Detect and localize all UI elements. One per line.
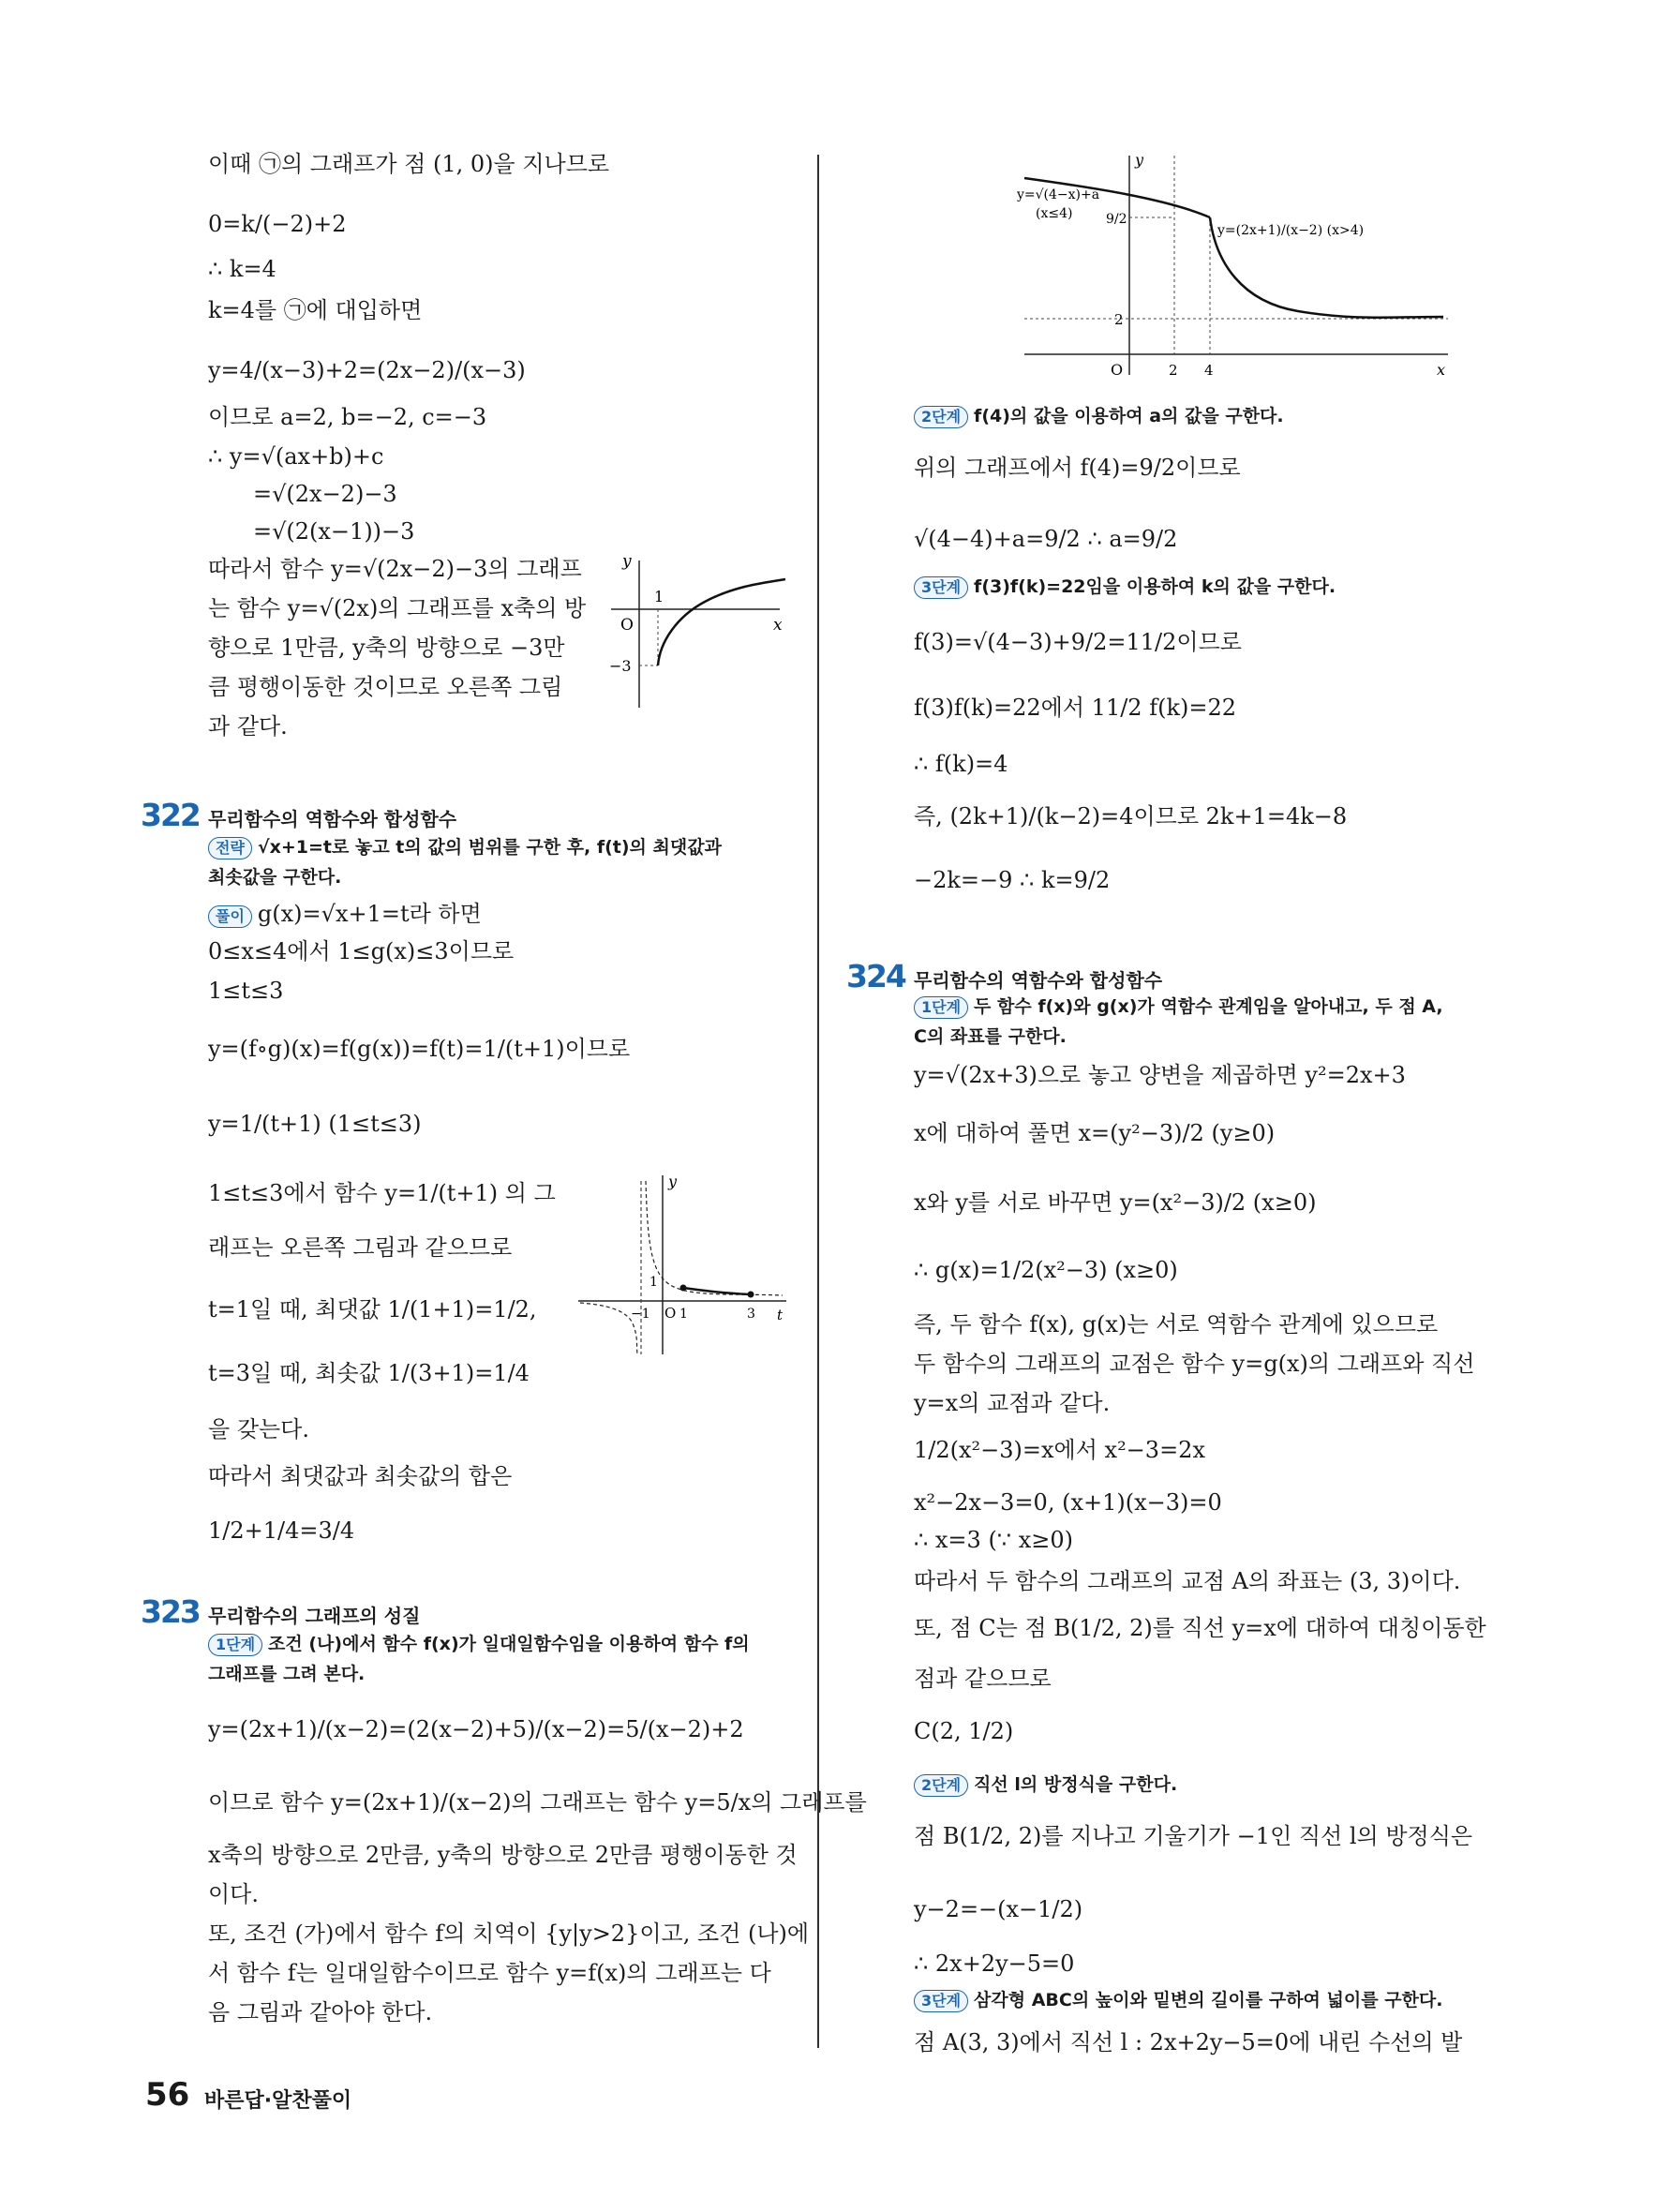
text-line: ∴ y=√(ax+b)+c	[208, 443, 384, 470]
step-text: 그래프를 그려 본다.	[208, 1664, 366, 1684]
step-text: C의 좌표를 구한다.	[914, 1026, 1067, 1047]
axis-label-t: t	[777, 1307, 784, 1323]
text-line: x축의 방향으로 2만큼, y축의 방향으로 2만큼 평행이동한 것	[208, 1842, 798, 1868]
tick-label: 1	[679, 1307, 688, 1322]
text-line: 따라서 최댓값과 최솟값의 합은	[208, 1463, 513, 1489]
text-line: ∴ x=3 (∵ x≥0)	[914, 1527, 1073, 1553]
tick-label: 1	[654, 588, 664, 605]
text-line: y=1/(t+1) (1≤t≤3)	[208, 1111, 422, 1137]
text-line: 점 B(1/2, 2)를 지나고 기울기가 −1인 직선 l의 방정식은	[914, 1823, 1473, 1849]
step-text: 직선 l의 방정식을 구한다.	[974, 1774, 1178, 1795]
text-line: 이다.	[208, 1881, 259, 1907]
text-line: √(4−4)+a=9/2 ∴ a=9/2	[914, 526, 1178, 552]
problem-number: 322	[141, 797, 200, 833]
step-tag: 3단계	[914, 1990, 968, 2012]
tick-label: 2	[1114, 311, 1124, 328]
text-line: y=√(2x+3)으로 놓고 양변을 제곱하면 y²=2x+3	[914, 1062, 1406, 1088]
text-line: 을 갖는다.	[208, 1416, 309, 1442]
text-line: 이때 ㉠의 그래프가 점 (1, 0)을 지나므로	[208, 151, 610, 177]
text-line: ∴ 2x+2y−5=0	[914, 1950, 1075, 1977]
text-line: 래프는 오른쪽 그림과 같으므로	[208, 1234, 513, 1261]
strategy-text: 최솟값을 구한다.	[208, 867, 342, 888]
axis-label-y: y	[668, 1173, 678, 1190]
text-line: x와 y를 서로 바꾸면 y=(x²−3)/2 (x≥0)	[914, 1189, 1317, 1216]
text-line: 음 그림과 같아야 한다.	[208, 1999, 433, 2025]
text-line: 1≤t≤3에서 함수 y=1/(t+1) 의 그	[208, 1180, 556, 1206]
endpoint	[748, 1292, 754, 1298]
step-tag: 2단계	[914, 406, 968, 428]
origin-label: O	[664, 1305, 677, 1322]
step-text: 조건 (나)에서 함수 f(x)가 일대일함수임을 이용하여 함수 f의	[268, 1634, 750, 1654]
text-line: 이므로 함수 y=(2x+1)/(x−2)의 그래프는 함수 y=5/x의 그래프를	[208, 1789, 867, 1816]
problem-title: 무리함수의 역함수와 합성함수	[208, 808, 457, 830]
text-line: 따라서 함수 y=√(2x−2)−3의 그래프	[208, 556, 582, 582]
text-line: ∴ g(x)=1/2(x²−3) (x≥0)	[914, 1257, 1178, 1283]
text-line: 두 함수의 그래프의 교점은 함수 y=g(x)의 그래프와 직선	[914, 1351, 1475, 1377]
strategy-tag: 전략	[208, 837, 252, 859]
text-line: y=(f∘g)(x)=f(g(x))=f(t)=1/(t+1)이므로	[208, 1036, 631, 1062]
curve-label: y=√(4−x)+a	[1017, 187, 1100, 202]
text-line: y−2=−(x−1/2)	[914, 1896, 1083, 1922]
step-text: f(4)의 값을 이용하여 a의 값을 구한다.	[974, 406, 1284, 426]
reciprocal-graph-figure	[578, 1172, 789, 1359]
tick-label: −1	[631, 1307, 650, 1322]
curve-dashed	[646, 1181, 783, 1295]
text-line: x²−2x−3=0, (x+1)(x−3)=0	[914, 1489, 1222, 1516]
text-line: 점과 같으므로	[914, 1666, 1052, 1692]
page-number: 56	[145, 2076, 190, 2114]
text-line: 1≤t≤3	[208, 978, 284, 1004]
curve-condition: (x≤4)	[1036, 206, 1073, 221]
tick-label: 2	[1169, 362, 1178, 379]
text-line: 즉, 두 함수 f(x), g(x)는 서로 역함수 관계에 있으므로	[914, 1311, 1439, 1338]
tick-label: 3	[747, 1307, 755, 1322]
strategy-text: √x+1=t로 놓고 t의 값의 범위를 구한 후, f(t)의 최댓값과	[257, 837, 722, 858]
text-line: 또, 조건 (가)에서 함수 f의 치역이 {y|y>2}이고, 조건 (나)에	[208, 1921, 810, 1947]
text-line: 향으로 1만큼, y축의 방향으로 −3만	[208, 635, 565, 661]
text-line: f(3)f(k)=22에서 11/2 f(k)=22	[914, 695, 1237, 721]
text-line: 1/2+1/4=3/4	[208, 1517, 355, 1544]
text-line: 또, 점 C는 점 B(1/2, 2)를 직선 y=x에 대하여 대칭이동한	[914, 1615, 1486, 1641]
step-tag: 2단계	[914, 1774, 968, 1797]
problem-number: 323	[141, 1593, 200, 1630]
text-line: 위의 그래프에서 f(4)=9/2이므로	[914, 455, 1241, 481]
sqrt-graph-figure	[602, 553, 789, 712]
tick-label: 4	[1204, 362, 1214, 379]
text-line: x에 대하여 풀면 x=(y²−3)/2 (y≥0)	[914, 1120, 1276, 1146]
axis-label-x: x	[1437, 361, 1446, 379]
curve-solid	[683, 1288, 751, 1294]
tick-label: −3	[609, 657, 632, 675]
text-line: y=4/(x−3)+2=(2x−2)/(x−3)	[208, 357, 526, 383]
text-line: −2k=−9 ∴ k=9/2	[914, 867, 1111, 893]
text-line: 는 함수 y=√(2x)의 그래프를 x축의 방	[208, 595, 587, 621]
text-line: ∴ k=4	[208, 256, 276, 282]
step-text: 두 함수 f(x)와 g(x)가 역함수 관계임을 알아내고, 두 점 A,	[974, 996, 1443, 1017]
step-text: 삼각형 ABC의 높이와 밑변의 길이를 구하여 넓이를 구한다.	[974, 1990, 1443, 2010]
problem-title: 무리함수의 그래프의 성질	[208, 1605, 421, 1627]
tick-label: 9/2	[1106, 212, 1127, 227]
problem-number: 324	[846, 958, 905, 994]
text-line: 서 함수 f는 일대일함수이므로 함수 y=f(x)의 그래프는 다	[208, 1960, 771, 1986]
solution-tag: 풀이	[208, 905, 252, 928]
axis-label-x: x	[773, 616, 783, 635]
axis-label-y: y	[622, 553, 632, 571]
text-line: 이므로 a=2, b=−2, c=−3	[208, 404, 487, 430]
text-line: y=(2x+1)/(x−2)=(2(x−2)+5)/(x−2)=5/(x−2)+2	[208, 1716, 744, 1742]
column-divider	[817, 155, 819, 2048]
text-line: y=x의 교점과 같다.	[914, 1390, 1111, 1416]
text-line: 점 A(3, 3)에서 직선 l : 2x+2y−5=0에 내린 수선의 발	[914, 2029, 1463, 2055]
endpoint	[680, 1285, 687, 1292]
text-line: 0≤x≤4에서 1≤g(x)≤3이므로	[208, 938, 515, 964]
text-line: 과 같다.	[208, 713, 288, 740]
text-line: =√(2x−2)−3	[253, 481, 397, 507]
text-line: 큼 평행이동한 것이므로 오른쪽 그림	[208, 674, 563, 700]
piecewise-graph-figure	[1017, 150, 1485, 384]
text-line: t=3일 때, 최솟값 1/(3+1)=1/4	[208, 1360, 530, 1386]
text-line: f(3)=√(4−3)+9/2=11/2이므로	[914, 629, 1242, 655]
step-tag: 1단계	[208, 1634, 262, 1656]
problem-title: 무리함수의 역함수와 합성함수	[914, 969, 1163, 992]
text-line: 즉, (2k+1)/(k−2)=4이므로 2k+1=4k−8	[914, 803, 1348, 830]
text-line: 1/2(x²−3)=x에서 x²−3=2x	[914, 1437, 1205, 1463]
footer-title: 바른답·알찬풀이	[204, 2089, 352, 2113]
text-line: =√(2(x−1))−3	[253, 518, 415, 545]
origin-label: O	[1111, 361, 1124, 379]
text-line: 따라서 두 함수의 그래프의 교점 A의 좌표는 (3, 3)이다.	[914, 1568, 1461, 1594]
text-line: 0=k/(−2)+2	[208, 211, 347, 237]
text-line: ∴ f(k)=4	[914, 751, 1008, 777]
curve-label: y=(2x+1)/(x−2) (x>4)	[1217, 223, 1365, 238]
axis-label-y: y	[1135, 151, 1144, 169]
text-line: k=4를 ㉠에 대입하면	[208, 297, 423, 323]
step-tag: 1단계	[914, 996, 968, 1019]
step-tag: 3단계	[914, 576, 968, 599]
step-text: f(3)f(k)=22임을 이용하여 k의 값을 구한다.	[974, 576, 1336, 597]
text-line: t=1일 때, 최댓값 1/(1+1)=1/2,	[208, 1296, 537, 1323]
text-line: g(x)=√x+1=t라 하면	[257, 901, 482, 927]
tick-label: 1	[649, 1275, 658, 1290]
text-line: C(2, 1/2)	[914, 1718, 1014, 1744]
origin-label: O	[620, 616, 634, 635]
sqrt-curve	[658, 579, 785, 665]
curve-dashed	[580, 1303, 637, 1354]
